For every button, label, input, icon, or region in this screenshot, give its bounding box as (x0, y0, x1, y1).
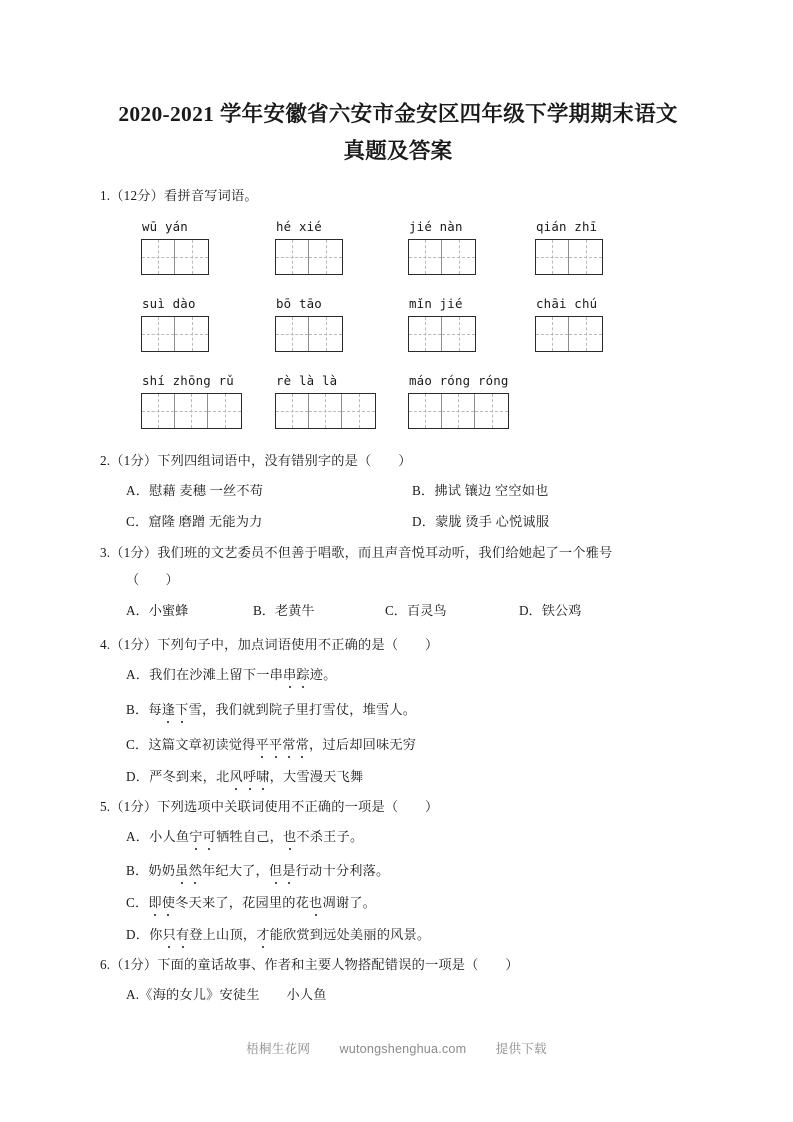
writing-grid[interactable] (141, 393, 242, 429)
grid-cell[interactable] (175, 240, 208, 274)
grid-cell[interactable] (175, 394, 208, 428)
option-text: A．我们在沙滩上留下一串串踪迹。 (126, 667, 337, 682)
pinyin-label: wū yán (142, 219, 188, 234)
pinyin-label: chāi chú (536, 296, 598, 311)
pinyin-item (275, 296, 343, 352)
pinyin-item (408, 373, 509, 429)
question-3-option-d[interactable]: D．铁公鸡 (519, 603, 582, 618)
page-title-line2: 真题及答案 (343, 139, 453, 163)
pinyin-item (408, 296, 476, 352)
grid-cell[interactable] (536, 240, 569, 274)
grid-cell[interactable] (442, 317, 475, 351)
option-text: B．奶奶虽然年纪大了，但是行动十分利落。 (126, 863, 390, 878)
option-text: D．你只有登上山顶，才能欣赏到远处美丽的风景。 (126, 927, 431, 942)
footer-watermark (0, 1038, 793, 1057)
pinyin-label: hé xié (276, 219, 322, 234)
pinyin-item (408, 219, 476, 275)
question-3-stem-answer-blank[interactable]: （ ） (126, 572, 179, 587)
option-text: D．严冬到来，北风呼啸，大雪漫天飞舞 (126, 769, 364, 784)
grid-cell[interactable] (309, 317, 342, 351)
page-title-line1: 2020-2021 学年安徽省六安市金安区四年级下学期期末语文 (118, 102, 678, 126)
writing-grid[interactable] (535, 316, 603, 352)
option-text: A．小人鱼宁可牺牲自己，也不杀王子。 (126, 829, 364, 844)
writing-grid[interactable] (535, 239, 603, 275)
grid-cell[interactable] (309, 394, 342, 428)
writing-grid[interactable] (275, 393, 376, 429)
grid-cell[interactable] (342, 394, 375, 428)
question-3-option-a[interactable]: A．小蜜蜂 (126, 603, 189, 618)
pinyin-label: suì dào (142, 296, 196, 311)
pinyin-item (535, 219, 603, 275)
question-6-option-a[interactable]: A.《海的女儿》安徒生 小人鱼 (126, 987, 327, 1002)
grid-cell[interactable] (276, 317, 309, 351)
pinyin-item (275, 219, 343, 275)
pinyin-item (141, 296, 209, 352)
pinyin-label: máo róng róng (409, 373, 509, 388)
question-2-option-a[interactable]: A．慰藉 麦穗 一丝不苟 (126, 483, 264, 498)
pinyin-label: jié nàn (409, 219, 463, 234)
page-title (96, 96, 700, 170)
question-2-stem: 2.（1分）下列四组词语中，没有错别字的是（ ） (100, 453, 412, 468)
question-5-option-b[interactable] (126, 861, 389, 880)
grid-cell[interactable] (409, 240, 442, 274)
grid-cell[interactable] (569, 240, 602, 274)
question-5-option-a[interactable] (126, 827, 363, 846)
writing-grid[interactable] (141, 316, 209, 352)
writing-grid[interactable] (408, 316, 476, 352)
footer-note: 提供下载 (495, 1042, 547, 1056)
question-2-option-c[interactable]: C．窟隆 磨蹭 无能为力 (126, 514, 263, 529)
grid-cell[interactable] (142, 394, 175, 428)
grid-cell[interactable] (276, 240, 309, 274)
option-text: C．即使冬天来了，花园里的花也凋谢了。 (126, 895, 376, 910)
pinyin-item (141, 373, 242, 429)
grid-cell[interactable] (536, 317, 569, 351)
question-3-option-b[interactable]: B．老黄牛 (253, 603, 315, 618)
question-3-option-c[interactable]: C．百灵鸟 (385, 603, 447, 618)
grid-cell[interactable] (569, 317, 602, 351)
grid-cell[interactable] (475, 394, 508, 428)
question-6-stem: 6.（1分）下面的童话故事、作者和主要人物搭配错误的一项是（ ） (100, 957, 519, 972)
question-1-stem: 1.（12分）看拼音写词语。 (100, 188, 258, 203)
pinyin-label: rè là là (276, 373, 338, 388)
question-4-option-a[interactable] (126, 665, 337, 684)
writing-grid[interactable] (141, 239, 209, 275)
grid-cell[interactable] (276, 394, 309, 428)
pinyin-item (141, 219, 209, 275)
pinyin-label: mǐn jié (409, 296, 463, 311)
question-4-option-b[interactable] (126, 700, 416, 719)
grid-cell[interactable] (442, 240, 475, 274)
grid-cell[interactable] (309, 240, 342, 274)
writing-grid[interactable] (408, 239, 476, 275)
grid-cell[interactable] (409, 317, 442, 351)
grid-cell[interactable] (409, 394, 442, 428)
question-5-stem: 5.（1分）下列选项中关联词使用不正确的一项是（ ） (100, 799, 439, 814)
pinyin-item (535, 296, 603, 352)
writing-grid[interactable] (408, 393, 509, 429)
footer-site-name: 梧桐生花网 (246, 1042, 311, 1056)
grid-cell[interactable] (208, 394, 241, 428)
pinyin-label: shí zhōng rǔ (142, 373, 234, 388)
question-5-option-d[interactable] (126, 925, 430, 944)
question-3-stem: 3.（1分）我们班的文艺委员不但善于唱歌，而且声音悦耳动听，我们给她起了一个雅号 (100, 545, 613, 560)
option-text: B．每逢下雪，我们就到院子里打雪仗，堆雪人。 (126, 702, 417, 717)
question-2-option-d[interactable]: D．蒙胧 烫手 心悦诚服 (412, 514, 550, 529)
writing-grid[interactable] (275, 239, 343, 275)
question-5-option-c[interactable] (126, 893, 376, 912)
pinyin-label: qián zhī (536, 219, 598, 234)
grid-cell[interactable] (442, 394, 475, 428)
grid-cell[interactable] (175, 317, 208, 351)
question-2-option-b[interactable]: B．拂试 镶边 空空如也 (412, 483, 549, 498)
footer-url: wutongshenghua.com (339, 1042, 467, 1056)
grid-cell[interactable] (142, 317, 175, 351)
question-4-option-d[interactable] (126, 767, 363, 786)
writing-grid[interactable] (275, 316, 343, 352)
option-text: C．这篇文章初读觉得平平常常，过后却回味无穷 (126, 737, 417, 752)
question-4-option-c[interactable] (126, 735, 416, 754)
question-4-stem: 4.（1分）下列句子中，加点词语使用不正确的是（ ） (100, 637, 439, 652)
pinyin-label: bō tāo (276, 296, 322, 311)
pinyin-item (275, 373, 376, 429)
grid-cell[interactable] (142, 240, 175, 274)
